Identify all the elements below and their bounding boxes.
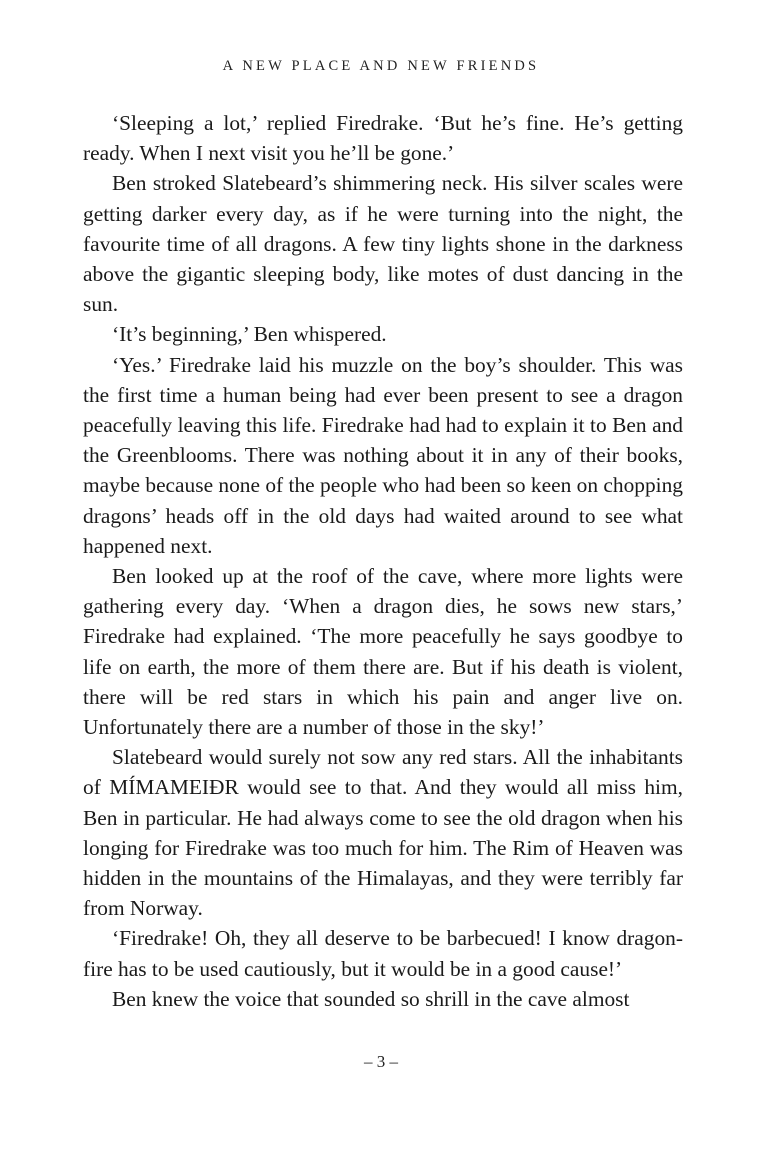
paragraph: Slatebeard would surely not sow any red stars. All the inhabitants of MÍMAMEIÐR would see to that. And they would all miss him, Ben in particular. He had always come to see the old dragon when his longing for Firedrake was too much for him. The Rim of Heaven was hidden in the mountains of the Himalayas, and they were terribly far from Norway. [83,745,683,921]
paragraph: ‘Firedrake! Oh, they all deserve to be barbecued! I know dragon-fire has to be used cautiously, but it would be in a good cause!’ [83,926,683,981]
paragraph: ‘Yes.’ Firedrake laid his muzzle on the boy’s shoulder. This was the first time a human being had ever been present to see a dragon peacefully leaving this life. Firedrake had had to explain it to Ben and the Greenblooms. There was nothing about it in any of their books, maybe because none of the people who had been so keen on chopping dragons’ heads off in the old days had waited around to see what happened next. [83,352,683,558]
paragraph: Ben looked up at the roof of the cave, where more lights were gathering every day. ‘When a dragon dies, he sows new stars,’ Firedrake had explained. ‘The more peacefully he says goodbye to life on earth, the more of them there are. But if his death is violent, there will be red stars in which his pain and anger live on. Unfortunately there are a number of those in the sky!’ [83,564,683,740]
running-head: A NEW PLACE AND NEW FRIENDS [222,58,540,74]
paragraph-last: Ben knew the voice that sounded so shrill in the cave almost [112,986,630,1011]
body-text [83,108,683,1014]
paragraph: ‘Sleeping a lot,’ replied Firedrake. ‘But he’s fine. He’s getting ready. When I next visit you he’ll be gone.’ [83,111,683,166]
page-number: – 3 – [364,1052,398,1071]
paragraph: Ben stroked Slatebeard’s shimmering neck. His silver scales were getting darker every day, as if he were turning into the night, the favourite time of all dragons. A few tiny lights shone in the darkness above the gigantic sleeping body, like motes of dust dancing in the sun. [83,171,683,317]
paragraph: ‘It’s beginning,’ Ben whispered. [112,322,387,347]
